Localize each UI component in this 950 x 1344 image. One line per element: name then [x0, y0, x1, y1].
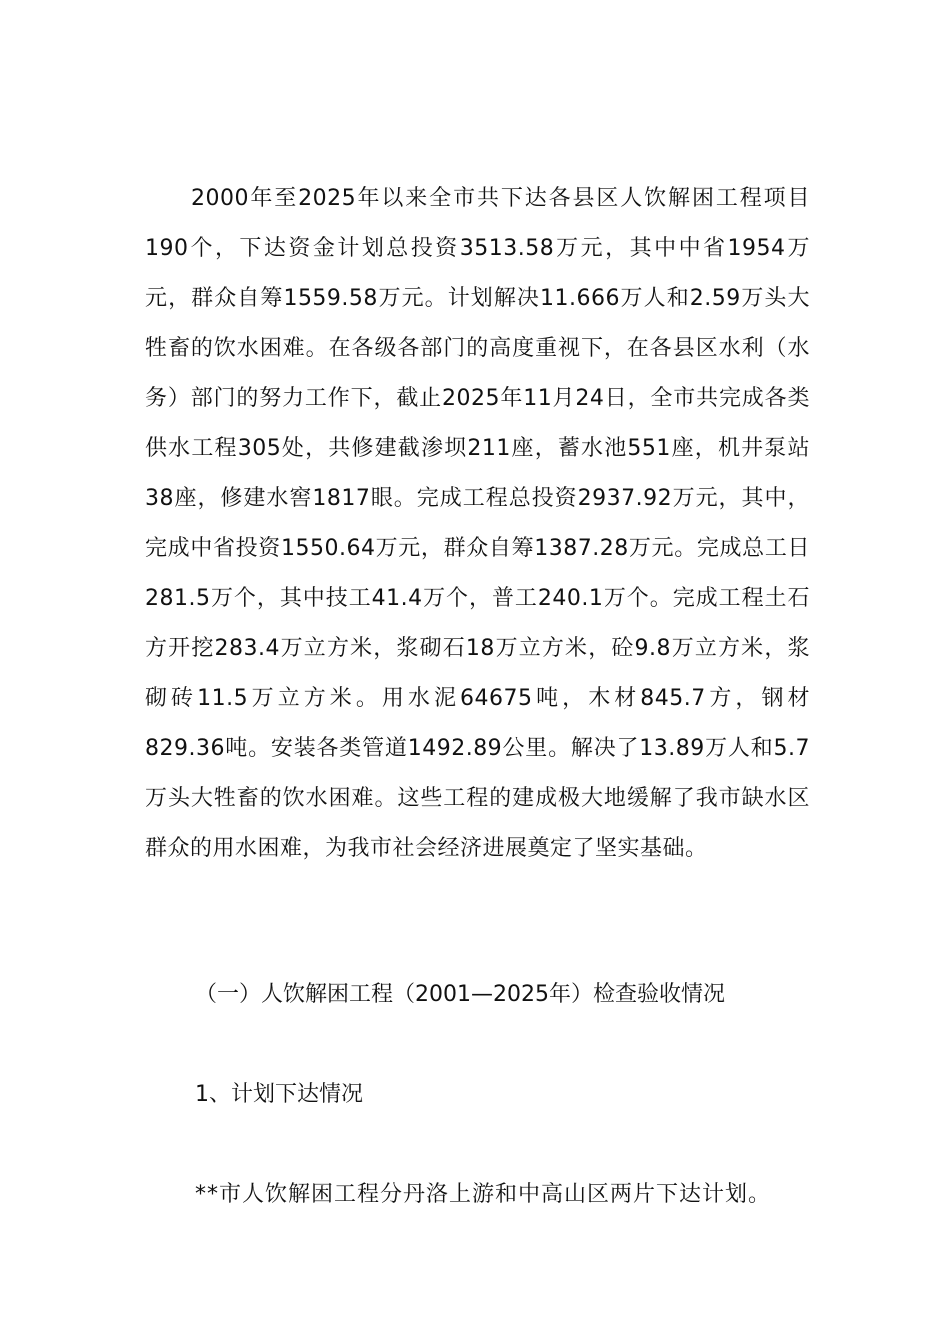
- subsection-heading: 1、计划下达情况: [195, 1082, 363, 1107]
- section-heading: （一）人饮解困工程（2001—2025年）检查验收情况: [195, 982, 725, 1007]
- main-paragraph: 2000年至2025年以来全市共下达各县区人饮解困工程项目190个，下达资金计划总投资3513.58万元，其中中省1954万元，群众自筹1559.58万元。计划解决11.666万人和2.59万头大牲畜的饮水困难。在各级各部门的高度重视下，在各县区水利（水务）部门的努力工作下，截止2025年11月24日，全市共完成各类供水工程305处，共修建截渗坝211座，蓄水池551座，机井泵站38座，修建水窖1817眼。完成工程总投资2937.92万元，其中，完成中省投资1550.64万元，群众自筹1387.28万元。完成总工日281.5万个，其中技工41.4万个，普工240.1万个。完成工程土石方开挖283.4万立方米，浆砌石18万立方米，砼9.8万立方米，浆砌砖11.5万立方米。用水泥64675吨，木材845.7方，钢材829.36吨。安装各类管道1492.89公里。解决了13.89万人和5.7万头大牲畜的饮水困难。这些工程的建成极大地缓解了我市缺水区群众的用水困难，为我市社会经济进展奠定了坚实基础。: [145, 186, 810, 861]
- closing-paragraph: **市人饮解困工程分丹洛上游和中高山区两片下达计划。: [195, 1182, 772, 1207]
